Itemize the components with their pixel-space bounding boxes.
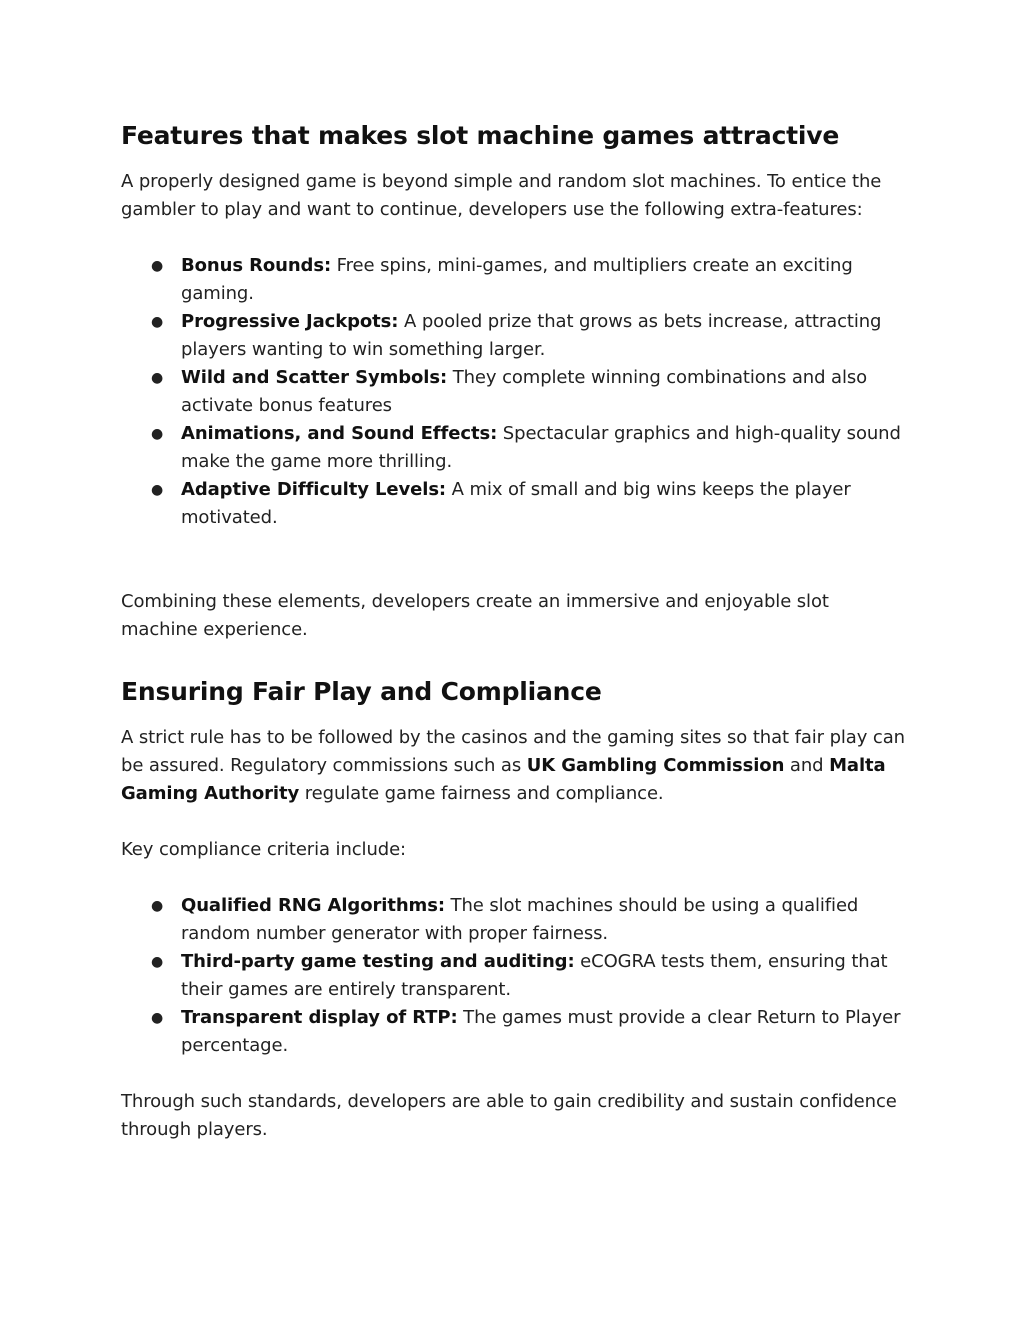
list-item xyxy=(151,476,911,532)
list-item xyxy=(151,364,911,420)
list-item-label: Adaptive Difficulty Levels: xyxy=(181,479,447,500)
list-item-text: eCOGRA tests them, ensuring that their games are entirely transparent. xyxy=(181,951,888,1000)
compliance-conclusion-paragraph: Through such standards, developers are able to gain credibility and sustain confidence through players. xyxy=(121,1091,897,1140)
list-item xyxy=(151,308,911,364)
list-item-label: Transparent display of RTP: xyxy=(181,1007,458,1028)
list-item-label: Progressive Jackpots: xyxy=(181,311,399,332)
list-item-text: A mix of small and big wins keeps the player motivated. xyxy=(181,479,851,528)
section-heading-features: Features that makes slot machine games attractive xyxy=(121,121,840,150)
list-item-text: They complete winning combinations and also activate bonus features xyxy=(181,367,868,416)
regulator-name: UK Gambling Commission xyxy=(526,755,785,776)
list-item xyxy=(151,892,911,948)
regulator-name: Malta Gaming Authority xyxy=(121,755,886,804)
list-item xyxy=(151,1004,911,1060)
features-intro-paragraph: A properly designed game is beyond simple and random slot machines. To entice the gambler to play and want to continue, developers use the following extra-features: xyxy=(121,171,882,220)
criteria-intro-paragraph: Key compliance criteria include: xyxy=(121,839,407,860)
bullet-icon: ● xyxy=(151,370,164,386)
list-item-label: Bonus Rounds: xyxy=(181,255,332,276)
list-item-text: The games must provide a clear Return to Player percentage. xyxy=(181,1007,901,1056)
bullet-icon: ● xyxy=(151,426,164,442)
document-page xyxy=(121,118,911,1144)
list-item-label: Wild and Scatter Symbols: xyxy=(181,367,448,388)
bullet-icon: ● xyxy=(151,482,164,498)
compliance-intro-text: A strict rule has to be followed by the casinos and the gaming sites so that fair play can be assured. Regulatory commissions such as xyxy=(121,727,905,776)
list-item-text: The slot machines should be using a qualified random number generator with proper fairness. xyxy=(181,895,859,944)
bullet-icon: ● xyxy=(151,258,164,274)
compliance-intro-paragraph xyxy=(121,724,911,808)
list-item-text: Free spins, mini-games, and multipliers create an exciting gaming. xyxy=(181,255,853,304)
bullet-icon: ● xyxy=(151,314,164,330)
list-item xyxy=(151,948,911,1004)
bullet-icon: ● xyxy=(151,898,164,914)
compliance-intro-text: regulate game fairness and compliance. xyxy=(299,783,664,804)
list-item-text: Spectacular graphics and high-quality sound make the game more thrilling. xyxy=(181,423,901,472)
bullet-icon: ● xyxy=(151,1010,164,1026)
list-item-label: Animations, and Sound Effects: xyxy=(181,423,498,444)
compliance-list xyxy=(121,892,911,1060)
list-item-text: A pooled prize that grows as bets increase, attracting players wanting to win something larger. xyxy=(181,311,882,360)
list-item xyxy=(151,420,911,476)
features-conclusion-paragraph: Combining these elements, developers create an immersive and enjoyable slot machine experience. xyxy=(121,591,829,640)
list-item-label: Qualified RNG Algorithms: xyxy=(181,895,445,916)
section-heading-compliance: Ensuring Fair Play and Compliance xyxy=(121,677,602,706)
compliance-intro-text: and xyxy=(784,755,830,776)
list-item xyxy=(151,252,911,308)
list-item-label: Third-party game testing and auditing: xyxy=(181,951,575,972)
bullet-icon: ● xyxy=(151,954,164,970)
features-list xyxy=(121,252,911,532)
